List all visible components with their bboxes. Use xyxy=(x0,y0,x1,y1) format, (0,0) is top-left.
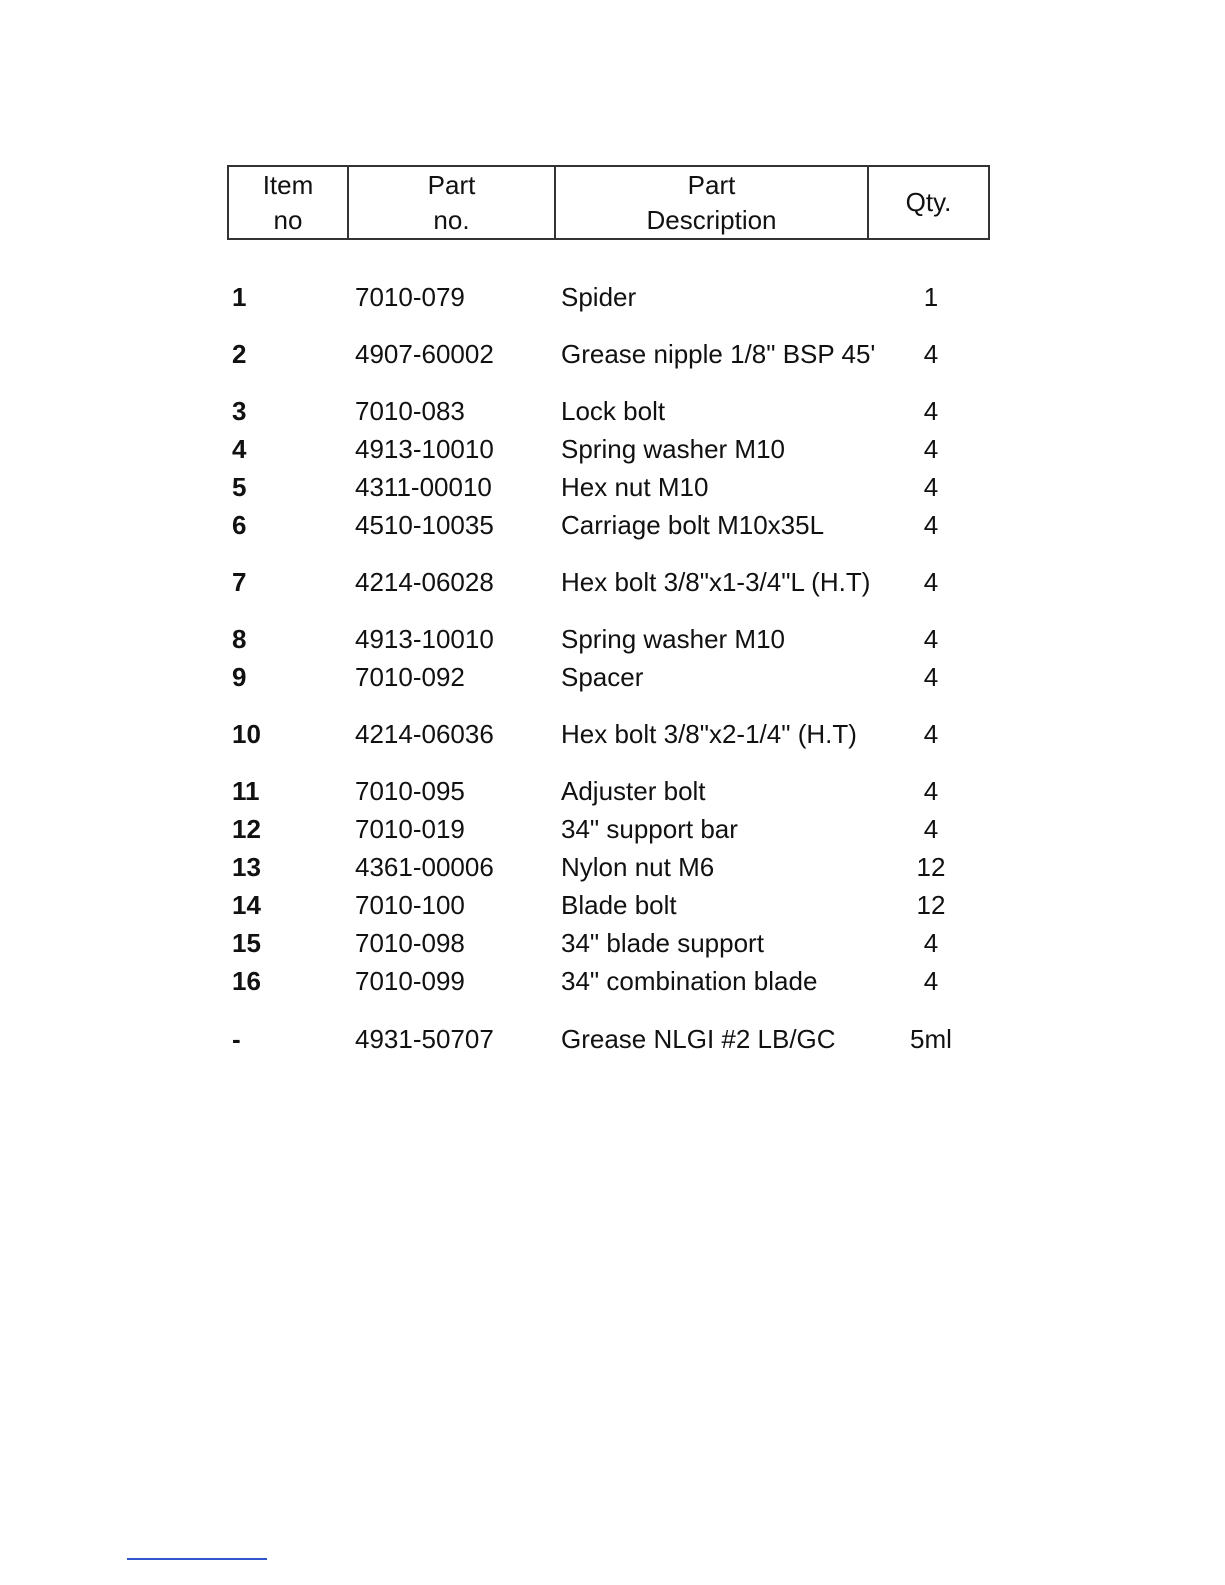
table-row xyxy=(0,886,1225,924)
item-number: 11 xyxy=(232,775,260,806)
quantity: 4 xyxy=(923,927,939,958)
header-qty xyxy=(869,167,988,238)
table-row xyxy=(0,506,1225,544)
item-number: 16 xyxy=(232,965,261,996)
part-description: Hex bolt 3/8"x1-3/4"L (H.T) xyxy=(561,566,871,597)
part-description: Adjuster bolt xyxy=(561,775,706,806)
table-row xyxy=(0,430,1225,468)
header-desc-line2: Description xyxy=(646,204,777,235)
item-number: - xyxy=(232,1023,241,1054)
quantity: 4 xyxy=(923,623,939,654)
part-number: 4214-06028 xyxy=(355,566,494,597)
quantity: 4 xyxy=(923,433,939,464)
item-number: 5 xyxy=(232,471,247,502)
part-number: 7010-079 xyxy=(355,281,465,312)
item-number: 8 xyxy=(232,623,247,654)
table-row xyxy=(0,696,1225,772)
part-number: 4510-10035 xyxy=(355,509,494,540)
part-number: 7010-099 xyxy=(355,965,465,996)
quantity: 4 xyxy=(923,566,939,597)
table-row xyxy=(0,544,1225,620)
header-part-description xyxy=(556,167,869,238)
part-description: 34" blade support xyxy=(561,927,764,958)
item-number: 14 xyxy=(232,889,261,920)
part-description: Hex nut M10 xyxy=(561,471,709,502)
header-qty-label: Qty. xyxy=(905,187,952,217)
part-number: 7010-100 xyxy=(355,889,465,920)
table-row xyxy=(0,278,1225,316)
part-number: 7010-095 xyxy=(355,775,465,806)
item-number: 4 xyxy=(232,433,247,464)
part-description: Hex bolt 3/8"x2-1/4" (H.T) xyxy=(561,718,857,749)
quantity: 4 xyxy=(923,813,939,844)
part-number: 7010-019 xyxy=(355,813,465,844)
quantity: 1 xyxy=(923,281,939,312)
part-number: 4913-10010 xyxy=(355,433,494,464)
table-row xyxy=(0,962,1225,1000)
table-row xyxy=(0,620,1225,658)
table-row xyxy=(0,772,1225,810)
table-row xyxy=(0,924,1225,962)
quantity: 4 xyxy=(923,509,939,540)
table-row xyxy=(0,848,1225,886)
quantity: 4 xyxy=(923,965,939,996)
part-description: Grease nipple 1/8" BSP 45' xyxy=(561,338,876,369)
table-row xyxy=(0,1020,1225,1058)
part-description: Blade bolt xyxy=(561,889,677,920)
table-row xyxy=(0,392,1225,430)
header-part-no xyxy=(349,167,556,238)
part-number: 4214-06036 xyxy=(355,718,494,749)
quantity: 4 xyxy=(923,718,939,749)
part-description: Nylon nut M6 xyxy=(561,851,715,882)
part-description: Spider xyxy=(561,281,637,312)
header-item-no-line2: no xyxy=(273,204,303,235)
parts-table-header xyxy=(227,165,990,240)
item-number: 10 xyxy=(232,718,261,749)
item-number: 6 xyxy=(232,509,247,540)
item-number: 3 xyxy=(232,395,247,426)
header-part-no-line2: no. xyxy=(433,204,470,235)
quantity: 4 xyxy=(923,338,939,369)
part-description: Grease NLGI #2 LB/GC xyxy=(561,1023,836,1054)
table-row xyxy=(0,468,1225,506)
item-number: 2 xyxy=(232,338,247,369)
part-number: 4361-00006 xyxy=(355,851,494,882)
header-item-no xyxy=(229,167,349,238)
part-description: Spring washer M10 xyxy=(561,433,785,464)
item-number: 13 xyxy=(232,851,261,882)
part-description: 34" combination blade xyxy=(561,965,818,996)
quantity: 5ml xyxy=(910,1023,952,1054)
quantity: 12 xyxy=(916,889,946,920)
quantity: 4 xyxy=(923,395,939,426)
table-row xyxy=(0,658,1225,696)
header-desc-line1: Part xyxy=(687,169,736,200)
item-number: 12 xyxy=(232,813,261,844)
quantity: 12 xyxy=(916,851,946,882)
part-number: 4907-60002 xyxy=(355,338,494,369)
part-description: Carriage bolt M10x35L xyxy=(561,509,825,540)
part-description: Lock bolt xyxy=(561,395,666,426)
part-number: 4913-10010 xyxy=(355,623,494,654)
part-description: Spring washer M10 xyxy=(561,623,785,654)
item-number: 9 xyxy=(232,661,247,692)
quantity: 4 xyxy=(923,775,939,806)
item-number: 15 xyxy=(232,927,261,958)
footnote-divider xyxy=(127,1558,267,1560)
header-item-no-line1: Item xyxy=(262,169,314,200)
table-row xyxy=(0,810,1225,848)
header-part-no-line1: Part xyxy=(427,169,476,200)
item-number: 7 xyxy=(232,566,247,597)
part-number: 4931-50707 xyxy=(355,1023,494,1054)
quantity: 4 xyxy=(923,661,939,692)
part-number: 4311-00010 xyxy=(355,471,492,502)
part-number: 7010-092 xyxy=(355,661,465,692)
quantity: 4 xyxy=(923,471,939,502)
part-description: 34" support bar xyxy=(561,813,738,844)
item-number: 1 xyxy=(232,281,247,312)
parts-list xyxy=(0,278,1225,1058)
part-number: 7010-098 xyxy=(355,927,465,958)
part-description: Spacer xyxy=(561,661,644,692)
part-number: 7010-083 xyxy=(355,395,465,426)
table-row xyxy=(0,316,1225,392)
